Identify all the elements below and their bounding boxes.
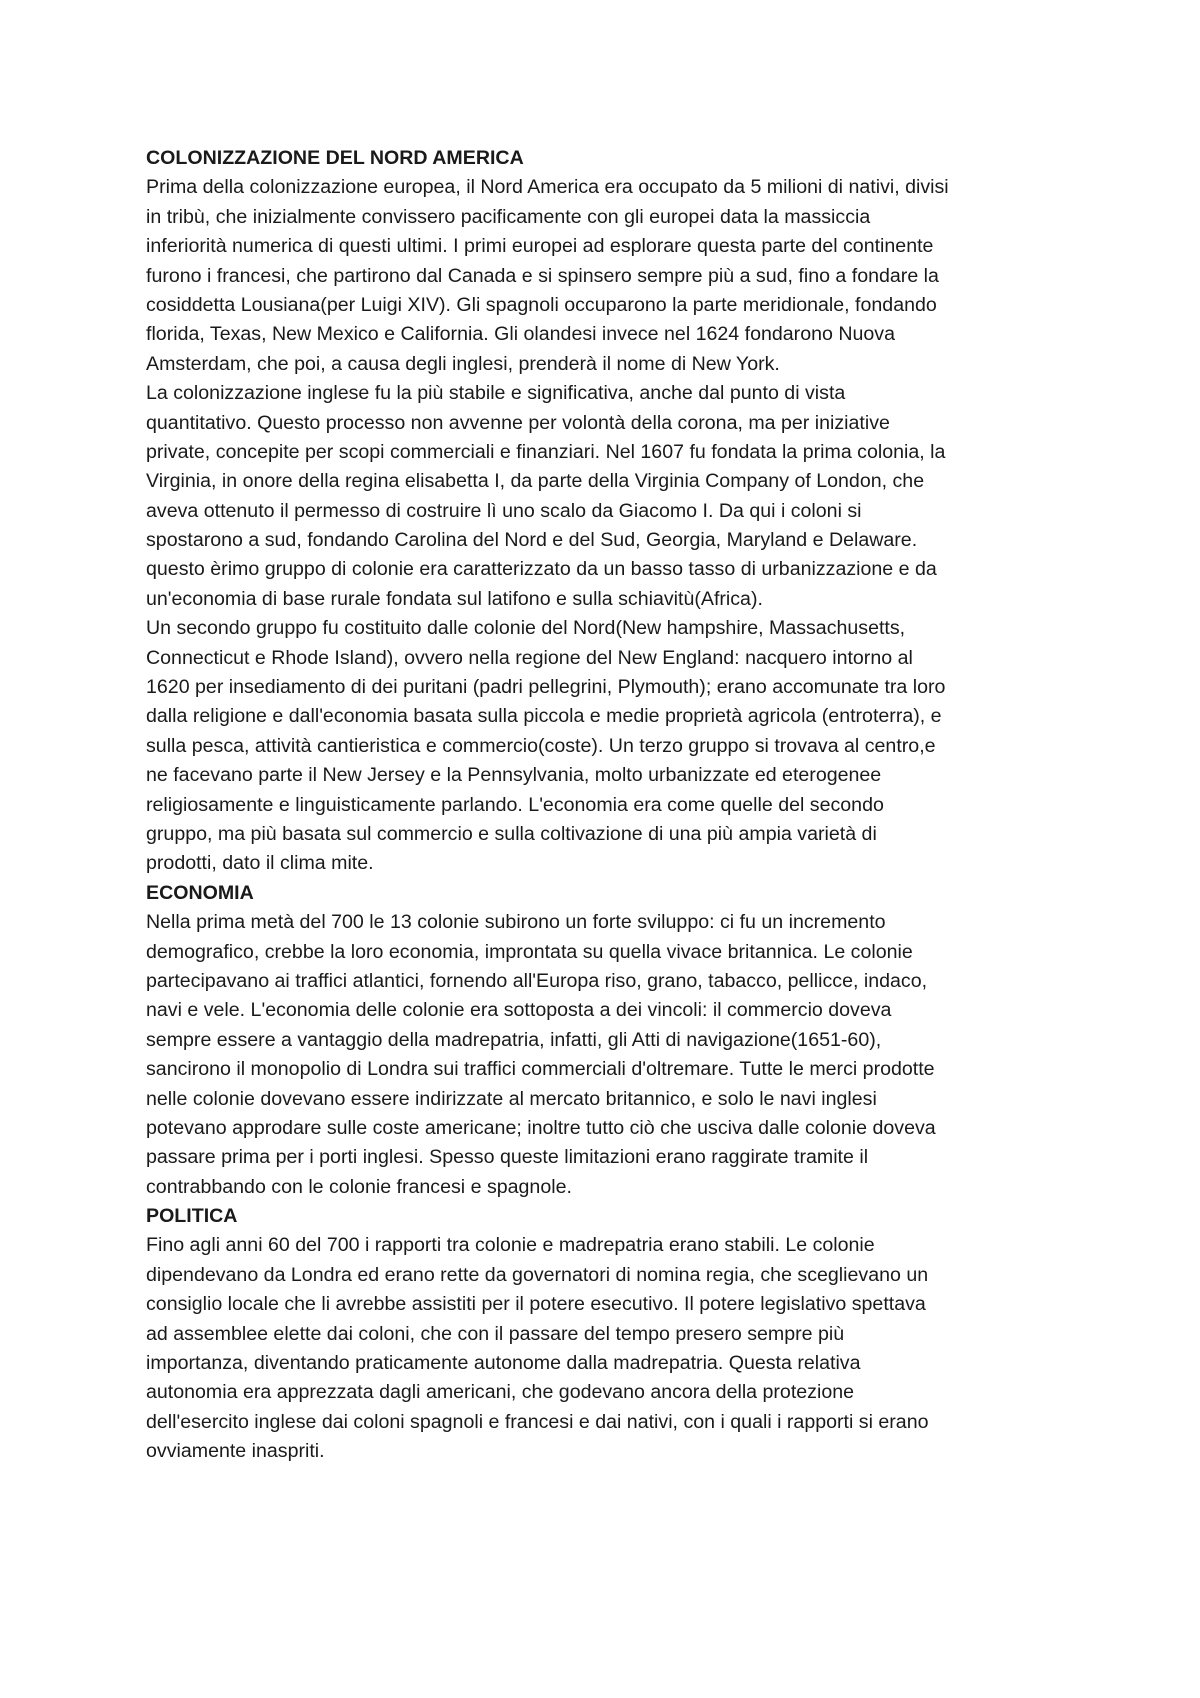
text-line: spostarono a sud, fondando Carolina del Nord e del Sud, Georgia, Maryland e Delaware. — [146, 529, 918, 552]
text-line: private, concepite per scopi commerciali e finanziari. Nel 1607 fu fondata la prima colonia, la — [146, 440, 946, 463]
text-line: potevano approdare sulle coste americane; inoltre tutto ciò che usciva dalle colonie doveva — [146, 1116, 936, 1139]
section-body — [146, 173, 1066, 878]
section-economia — [146, 879, 1066, 1202]
text-line: inferiorità numerica di questi ultimi. I primi europei ad esplorare questa parte del continente — [146, 235, 934, 258]
text-line: sempre essere a vantaggio della madrepatria, infatti, gli Atti di navigazione(1651-60), — [146, 1028, 882, 1051]
section-heading: COLONIZZAZIONE DEL NORD AMERICA — [146, 147, 524, 169]
text-line: demografico, crebbe la loro economia, improntata su quella vivace britannica. Le colonie — [146, 940, 913, 963]
section-heading: POLITICA — [146, 1205, 238, 1228]
section-colonizzazione — [146, 144, 1066, 879]
text-line: importanza, diventando praticamente autonome dalla madrepatria. Questa relativa — [146, 1352, 861, 1375]
text-line: ne facevano parte il New Jersey e la Pennsylvania, molto urbanizzate ed eterogenee — [146, 764, 882, 787]
text-line: quantitativo. Questo processo non avvenne per volontà della corona, ma per iniziative — [146, 411, 890, 434]
text-line: Un secondo gruppo fu costituito dalle colonie del Nord(New hampshire, Massachusetts, — [146, 617, 906, 640]
text-line: religiosamente e linguisticamente parlando. L'economia era come quelle del secondo — [146, 793, 884, 816]
section-politica — [146, 1202, 1066, 1467]
text-line: un'economia di base rurale fondata sul latifono e sulla schiavitù(Africa). — [146, 587, 763, 610]
section-body — [146, 1231, 1066, 1466]
text-line: ad assemblee elette dai coloni, che con il passare del tempo presero sempre più — [146, 1322, 845, 1345]
text-line: dalla religione e dall'economia basata sulla piccola e medie proprietà agricola (entroterra), e — [146, 705, 942, 728]
text-line: furono i francesi, che partirono dal Canada e si spinsero sempre più a sud, fino a fondare la — [146, 264, 939, 287]
text-line: gruppo, ma più basata sul commercio e sulla coltivazione di una più ampia varietà di — [146, 822, 877, 845]
text-line: partecipavano ai traffici atlantici, fornendo all'Europa riso, grano, tabacco, pellicce, indaco, — [146, 969, 928, 992]
text-line: Prima della colonizzazione europea, il Nord America era occupato da 5 milioni di nativi, divisi — [146, 176, 949, 199]
text-line: aveva ottenuto il permesso di costruire lì uno scalo da Giacomo I. Da qui i coloni si — [146, 499, 862, 522]
section-heading: ECONOMIA — [146, 881, 254, 904]
document-page — [146, 144, 1066, 1467]
text-line: questo èrimo gruppo di colonie era caratterizzato da un basso tasso di urbanizzazione e da — [146, 558, 937, 581]
text-line: dell'esercito inglese dai coloni spagnoli e francesi e dai nativi, con i quali i rapporti si erano — [146, 1410, 929, 1433]
text-line: prodotti, dato il clima mite. — [146, 852, 374, 875]
text-line: La colonizzazione inglese fu la più stabile e significativa, anche dal punto di vista — [146, 382, 846, 405]
text-line: cosiddetta Lousiana(per Luigi XIV). Gli spagnoli occuparono la parte meridionale, fondando — [146, 293, 937, 316]
text-line: ovviamente inaspriti. — [146, 1440, 325, 1463]
text-line: contrabbando con le colonie francesi e spagnole. — [146, 1175, 572, 1198]
text-line: in tribù, che inizialmente convissero pacificamente con gli europei data la massiccia — [146, 205, 871, 228]
text-line: navi e vele. L'economia delle colonie era sottoposta a dei vincoli: il commercio doveva — [146, 999, 892, 1022]
text-line: Connecticut e Rhode Island), ovvero nella regione del New England: nacquero intorno al — [146, 646, 913, 669]
text-line: consiglio locale che li avrebbe assistiti per il potere esecutivo. Il potere legislativo spettava — [146, 1293, 926, 1316]
text-line: sulla pesca, attività cantieristica e commercio(coste). Un terzo gruppo si trovava al centro,e — [146, 734, 936, 757]
text-line: florida, Texas, New Mexico e California. Gli olandesi invece nel 1624 fondarono Nuova — [146, 323, 895, 346]
text-line: sancirono il monopolio di Londra sui traffici commerciali d'oltremare. Tutte le merci prodotte — [146, 1058, 935, 1081]
text-line: Virginia, in onore della regina elisabetta I, da parte della Virginia Company of London, che — [146, 470, 925, 493]
text-line: autonomia era apprezzata dagli americani, che godevano ancora della protezione — [146, 1381, 855, 1404]
section-body — [146, 908, 1066, 1202]
text-line: Amsterdam, che poi, a causa degli inglesi, prenderà il nome di New York. — [146, 352, 780, 375]
text-line: passare prima per i porti inglesi. Spesso queste limitazioni erano raggirate tramite il — [146, 1146, 869, 1169]
text-line: Fino agli anni 60 del 700 i rapporti tra colonie e madrepatria erano stabili. Le colonie — [146, 1234, 875, 1257]
text-line: dipendevano da Londra ed erano rette da governatori di nomina regia, che sceglievano un — [146, 1263, 929, 1286]
text-line: Nella prima metà del 700 le 13 colonie subirono un forte sviluppo: ci fu un incremento — [146, 911, 886, 934]
text-line: nelle colonie dovevano essere indirizzate al mercato britannico, e solo le navi inglesi — [146, 1087, 877, 1110]
text-line: 1620 per insediamento di dei puritani (padri pellegrini, Plymouth); erano accomunate tra loro — [146, 676, 946, 699]
